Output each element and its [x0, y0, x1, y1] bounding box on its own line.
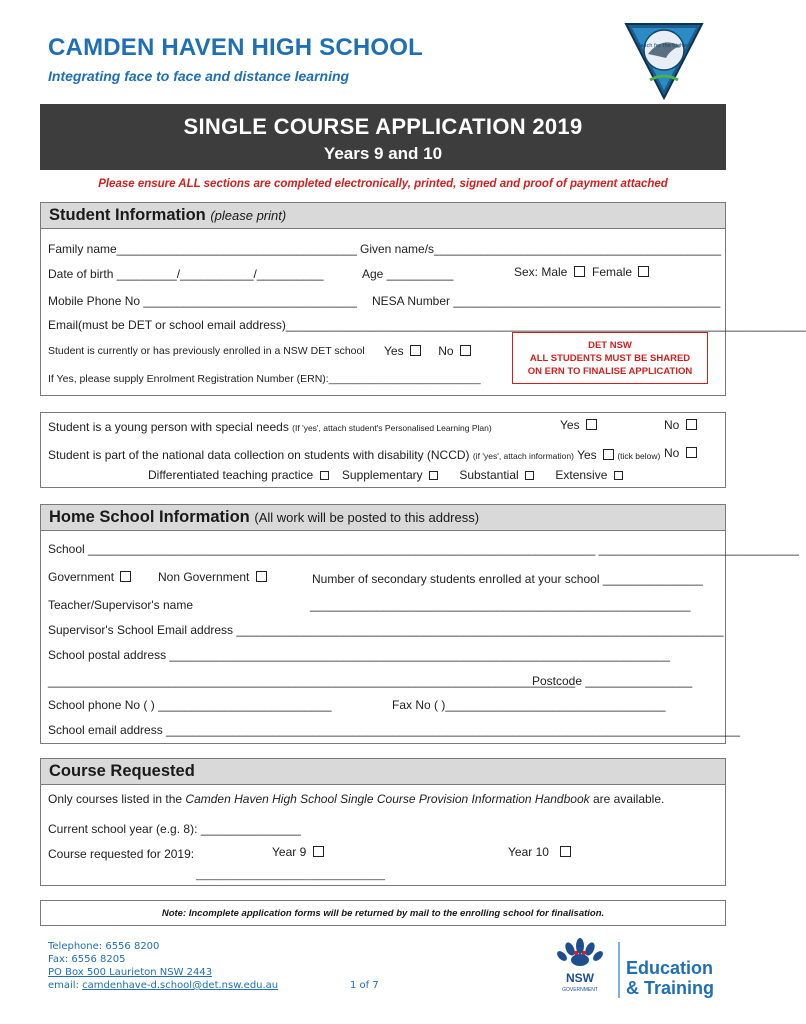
dob-field[interactable]: Date of birth _________/___________/__________ — [48, 267, 324, 281]
year9-label: Year 9 — [272, 845, 307, 859]
level-substantial-checkbox[interactable] — [525, 471, 534, 480]
level-supplementary-label: Supplementary — [341, 468, 423, 482]
special-needs-no-checkbox[interactable] — [686, 419, 697, 430]
det-notice-box — [512, 332, 708, 384]
course-heading: Course Requested — [49, 762, 195, 780]
year9-option — [272, 845, 324, 859]
level-substantial-label: Substantial — [459, 468, 519, 482]
school-tagline: Integrating face to face and distance learning — [48, 68, 350, 84]
special-needs-question — [48, 420, 492, 434]
logo-divider — [618, 942, 620, 998]
det-notice-title: DET NSW — [588, 340, 632, 351]
nccd-note: (if 'yes', attach information) — [472, 451, 574, 461]
level-differentiated-checkbox[interactable] — [320, 471, 329, 480]
ern-field[interactable]: If Yes, please supply Enrolment Registration Number (ERN):__________________________ — [48, 373, 481, 385]
government-label: Government — [48, 570, 115, 584]
dept-name-line1: Education — [626, 958, 714, 978]
dept-name-line2: & Training — [626, 978, 715, 998]
level-differentiated-label: Differentiated teaching practice — [148, 468, 314, 482]
home-school-note: (All work will be posted to this address) — [254, 510, 480, 525]
enrolled-yes-checkbox[interactable] — [410, 345, 421, 356]
non-government-checkbox[interactable] — [256, 571, 267, 582]
student-info-heading: Student Information — [49, 206, 206, 224]
school-name: CAMDEN HAVEN HIGH SCHOOL — [48, 34, 424, 61]
note-box: Note: Incomplete application forms will be returned by mail to the enrolling school for finalisation. — [40, 900, 726, 926]
instructions: Please ensure ALL sections are completed electronically, printed, signed and proof of payment attached — [98, 178, 668, 190]
female-checkbox[interactable] — [638, 266, 649, 277]
availability-suffix: are available. — [589, 792, 665, 806]
email-prefix: email: — [48, 980, 83, 991]
contact-footer — [48, 940, 278, 992]
nsw-government-label: GOVERNMENT — [562, 987, 598, 993]
level-supplementary-checkbox[interactable] — [429, 471, 438, 480]
nccd-no-checkbox[interactable] — [686, 447, 697, 458]
nccd-yes-label: Yes — [577, 448, 597, 462]
school-email-field[interactable]: School email address ______________________________________________________________________________________ — [48, 723, 741, 737]
year10-option — [508, 845, 571, 859]
nccd-levels — [148, 468, 623, 482]
enrolled-yes-label: Yes — [384, 344, 404, 358]
postcode-field[interactable]: Postcode ________________ — [532, 674, 693, 688]
year10-label: Year 10 — [508, 845, 549, 859]
given-names-field[interactable]: Given name/s___________________________________________ — [360, 242, 722, 256]
home-school-heading: Home School Information — [49, 508, 250, 526]
education-training-logo — [626, 958, 714, 998]
section-heading — [41, 203, 725, 229]
year9-checkbox[interactable] — [313, 846, 324, 857]
enrolled-options — [384, 344, 471, 358]
special-needs-label: Student is a young person with special needs — [48, 420, 289, 434]
teacher-name-label: Teacher/Supervisor's name — [48, 598, 194, 612]
school-phone-field[interactable]: School phone No ( ) __________________________ — [48, 698, 332, 712]
title-banner — [40, 104, 726, 170]
special-needs-yes-label: Yes — [560, 418, 580, 432]
nesa-number-field[interactable]: NESA Number ________________________________________ — [372, 294, 721, 308]
course-requested-label: Course requested for 2019: — [48, 847, 195, 861]
enrolled-no-label: No — [438, 344, 454, 358]
special-needs-no-label: No — [664, 418, 680, 432]
supervisor-email-field[interactable]: Supervisor's School Email address _________________________________________________________________________ — [48, 623, 724, 637]
enrolled-question: Student is currently or has previously enrolled in a NSW DET school — [48, 345, 365, 357]
special-needs-yes — [560, 418, 597, 432]
family-name-field[interactable]: Family name____________________________________ — [48, 242, 357, 256]
section-heading — [41, 759, 725, 785]
telephone: Telephone: 6556 8200 — [48, 941, 160, 952]
school-fax-field[interactable]: Fax No ( )_________________________________ — [392, 698, 666, 712]
current-year-field[interactable]: Current school year (e.g. 8): _______________ — [48, 822, 301, 836]
government-checkbox[interactable] — [120, 571, 131, 582]
year10-checkbox[interactable] — [560, 846, 571, 857]
course-availability-note — [48, 792, 664, 806]
mobile-field[interactable]: Mobile Phone No ________________________________ — [48, 294, 357, 308]
nccd-tick-note: (tick below) — [617, 451, 661, 461]
government-option — [48, 570, 131, 584]
nccd-no-label: No — [664, 446, 680, 460]
logo-motto: Reach for the highest — [637, 43, 691, 49]
det-notice-line: ON ERN TO FINALISE APPLICATION — [527, 366, 693, 377]
level-extensive-checkbox[interactable] — [614, 471, 623, 480]
student-info-note: (please print) — [210, 208, 287, 223]
nccd-no — [664, 446, 697, 460]
non-government-option — [158, 570, 267, 584]
section-heading — [41, 505, 725, 531]
nccd-label: Student is part of the national data collection on students with disability (NCCD) — [48, 448, 470, 462]
page-number: 1 of 7 — [350, 980, 379, 991]
email-line — [48, 979, 278, 992]
nccd-yes-checkbox[interactable] — [603, 449, 614, 460]
school-name-field[interactable]: School ____________________________________________________________________________ ______________________________ — [48, 542, 799, 556]
enrolled-no-checkbox[interactable] — [460, 345, 471, 356]
form-subtitle: Years 9 and 10 — [323, 144, 443, 163]
po-box[interactable]: PO Box 500 Laurieton NSW 2443 — [48, 967, 213, 978]
sex-female-label: Female — [592, 265, 633, 279]
teacher-name-field[interactable]: _________________________________________________________ — [310, 598, 691, 612]
course-name-field[interactable]: __________________________________ — [196, 870, 386, 881]
special-needs-no — [664, 418, 697, 432]
non-government-label: Non Government — [158, 570, 250, 584]
email-field[interactable]: Email(must be DET or school email address)______________________________________________________________________________ — [48, 318, 806, 332]
availability-prefix: Only courses listed in the — [48, 792, 186, 806]
nsw-waratah-logo — [548, 936, 612, 998]
det-notice-line: ALL STUDENTS MUST BE SHARED — [529, 353, 691, 364]
fax: Fax: 6556 8205 — [48, 954, 126, 965]
handbook-title: Camden Haven High School Single Course Provision Information Handbook — [185, 792, 590, 806]
special-needs-note: (If 'yes', attach student's Personalised Learning Plan) — [292, 423, 492, 433]
level-extensive-label: Extensive — [555, 468, 608, 482]
email-link[interactable]: camdenhave-d.school@det.nsw.edu.au — [82, 980, 279, 991]
nccd-question — [48, 448, 660, 462]
form-title: SINGLE COURSE APPLICATION 2019 — [183, 114, 583, 139]
postal-address-field[interactable]: School postal address ___________________________________________________________________________ — [48, 648, 670, 662]
num-students-field[interactable]: Number of secondary students enrolled at your school _______________ — [312, 572, 703, 586]
postal-address-line2[interactable]: _______________________________________________________________________________ — [48, 674, 576, 688]
special-needs-yes-checkbox[interactable] — [586, 419, 597, 430]
school-logo — [622, 20, 706, 100]
sex-male-label: Sex: Male — [514, 265, 568, 279]
sex-options — [514, 265, 649, 279]
male-checkbox[interactable] — [574, 266, 585, 277]
nsw-wordmark: NSW — [566, 971, 594, 985]
age-field[interactable]: Age __________ — [362, 267, 454, 281]
